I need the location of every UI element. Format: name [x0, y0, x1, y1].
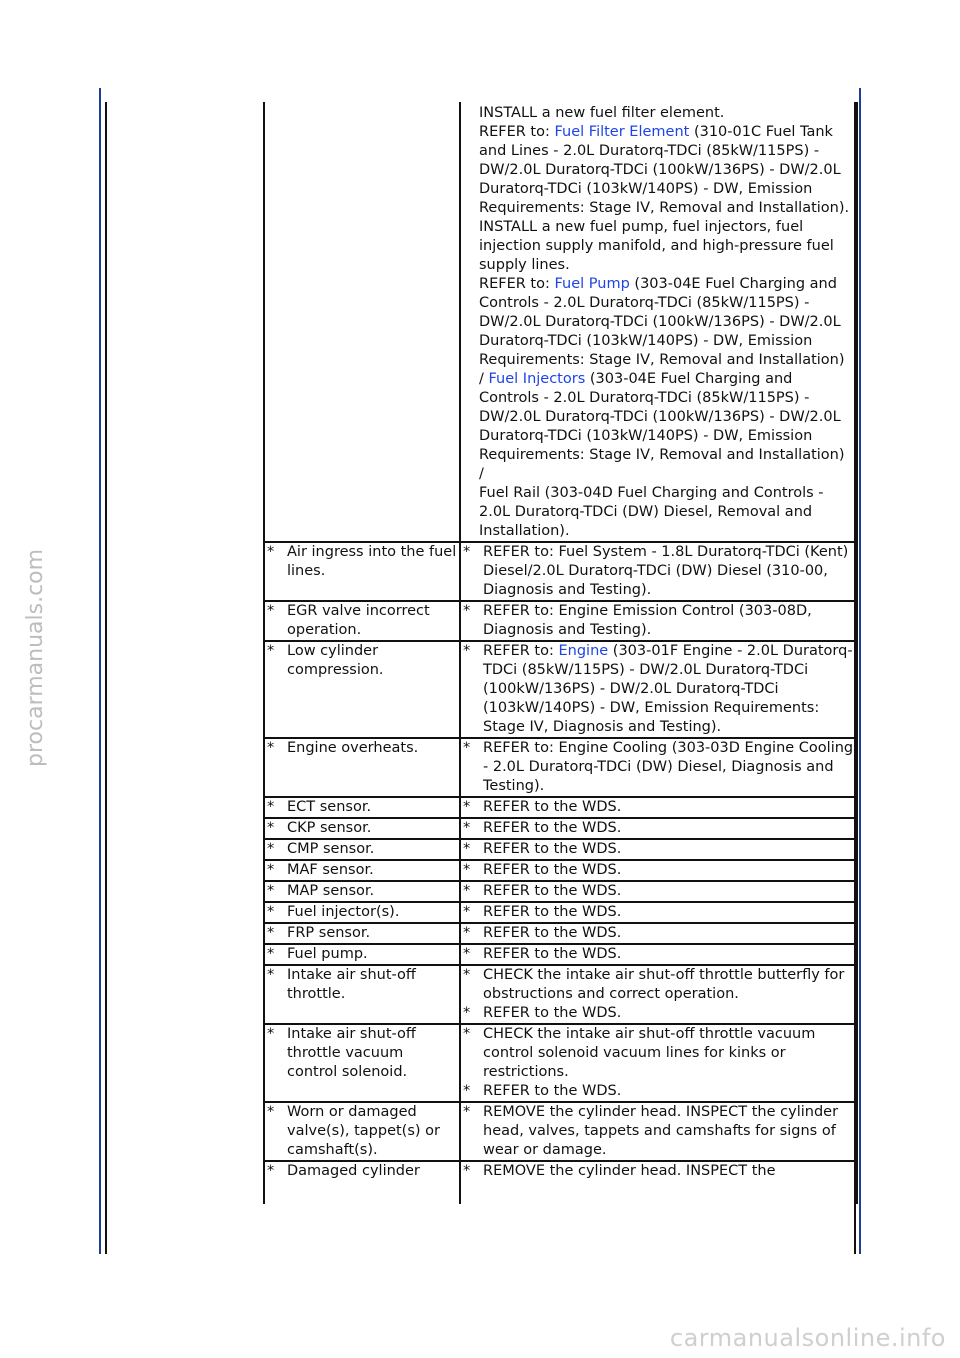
cause-text: Fuel pump.: [287, 946, 368, 962]
action-text: REFER to: Engine Cooling (303-03D Engine Cooling - 2.0L Duratorq-TDCi (DW) Diesel, Diagnosis and Testing).: [483, 740, 854, 794]
refer-prefix: REFER to:: [479, 276, 555, 292]
bullet-star: *: [463, 946, 471, 962]
action-text: REFER to the WDS.: [483, 862, 622, 878]
table-row-fuel-components: [265, 102, 856, 541]
cause-text: Fuel injector(s).: [287, 904, 400, 920]
bullet-star: *: [267, 1104, 275, 1120]
bullet-star: *: [463, 883, 471, 899]
refer-text: [479, 275, 854, 484]
refer-middle: (303-04E Fuel Charging and Controls - 2.0L Duratorq-TDCi (85kW/115PS) - DW/2.0L Duratorq-TDCi (100kW/136PS) - DW/2.0L Duratorq-TDCi (103kW/140PS) - DW, Emission Requirements: Stage IV, Removal and Installation) /: [479, 276, 845, 387]
bullet-star: *: [463, 925, 471, 941]
action-text: REFER to the WDS.: [483, 904, 622, 920]
refer-prefix: REFER to:: [479, 124, 555, 140]
bullet-star: *: [267, 904, 275, 920]
bottom-watermark: carmanualsonline.info: [669, 1324, 946, 1352]
bullet-star: *: [267, 883, 275, 899]
bullet-star: *: [463, 1083, 471, 1099]
right-outer-border: [859, 88, 861, 1254]
table-row: [265, 964, 856, 1023]
action-text: REMOVE the cylinder head. INSPECT the cylinder head, valves, tappets and camshafts for signs of wear or damage.: [483, 1104, 839, 1158]
cause-text: Intake air shut-off throttle vacuum control solenoid.: [287, 1026, 416, 1080]
fuel-injectors-link[interactable]: Fuel Injectors: [488, 371, 586, 387]
action-text: CHECK the intake air shut-off throttle vacuum control solenoid vacuum lines for kinks or restrictions.: [483, 1026, 816, 1080]
cause-cell-empty: [265, 102, 461, 541]
action-text: REFER to the WDS.: [483, 925, 622, 941]
bullet-star: *: [267, 740, 275, 756]
table-row: [265, 737, 856, 796]
refer-suffix: (303-01F Engine - 2.0L Duratorq-TDCi (85kW/115PS) - DW/2.0L Duratorq-TDCi (100kW/136PS) - DW/2.0L Duratorq-TDCi (103kW/140PS) - DW, Emission Requirements: Stage IV, Diagnosis and Testing).: [483, 643, 853, 735]
action-text: REFER to the WDS.: [483, 946, 622, 962]
left-outer-border: [99, 88, 101, 1254]
cause-text: Intake air shut-off throttle.: [287, 967, 416, 1002]
action-cell: [461, 102, 856, 541]
action-text: REFER to the WDS.: [483, 820, 622, 836]
table-row: [265, 922, 856, 943]
bullet-star: *: [463, 904, 471, 920]
bullet-star: *: [267, 967, 275, 983]
bullet-star: *: [463, 603, 471, 619]
bullet-star: *: [267, 544, 275, 560]
engine-link[interactable]: Engine: [558, 643, 609, 659]
table-row: [265, 901, 856, 922]
table-row: [265, 943, 856, 964]
bullet-star: *: [463, 643, 471, 659]
cause-text: Low cylinder compression.: [287, 643, 384, 678]
cause-text: CKP sensor.: [287, 820, 372, 836]
bullet-star: *: [463, 799, 471, 815]
cause-text: FRP sensor.: [287, 925, 371, 941]
bullet-star: *: [267, 820, 275, 836]
bullet-star: *: [463, 740, 471, 756]
table-row: [265, 817, 856, 838]
bullet-star: *: [267, 799, 275, 815]
table-row: [265, 1160, 856, 1204]
table-row: [265, 1023, 856, 1101]
bullet-star: *: [267, 643, 275, 659]
action-text: REFER to the WDS.: [483, 1005, 622, 1021]
table-row: [265, 640, 856, 737]
bullet-star: *: [267, 1163, 275, 1179]
instruction-text: Fuel Rail (303-04D Fuel Charging and Controls - 2.0L Duratorq-TDCi (DW) Diesel, Removal and Installation).: [479, 485, 824, 539]
instruction-text: INSTALL a new fuel filter element.: [479, 105, 725, 121]
cause-text: MAF sensor.: [287, 862, 374, 878]
instruction-text: INSTALL a new fuel pump, fuel injectors, fuel injection supply manifold, and high-pressure fuel supply lines.: [479, 219, 834, 273]
refer-text: [479, 123, 854, 218]
action-text: [483, 642, 854, 737]
bullet-star: *: [267, 603, 275, 619]
bullet-star: *: [463, 841, 471, 857]
action-text: REFER to the WDS.: [483, 883, 622, 899]
table-row: [265, 1101, 856, 1160]
bullet-star: *: [267, 862, 275, 878]
action-text: REFER to: Fuel System - 1.8L Duratorq-TDCi (Kent) Diesel/2.0L Duratorq-TDCi (DW) Diesel (310-00, Diagnosis and Testing).: [483, 544, 849, 598]
action-text: REFER to the WDS.: [483, 841, 622, 857]
action-text: REFER to: Engine Emission Control (303-08D, Diagnosis and Testing).: [483, 603, 812, 638]
action-text: CHECK the intake air shut-off throttle butterfly for obstructions and correct operation.: [483, 967, 845, 1002]
bullet-star: *: [463, 544, 471, 560]
side-watermark: procarmanuals.com: [23, 548, 48, 767]
left-inner-border: [105, 102, 107, 1254]
cause-text: MAP sensor.: [287, 883, 375, 899]
cause-text: Worn or damaged valve(s), tappet(s) or camshaft(s).: [287, 1104, 440, 1158]
bullet-star: *: [463, 1005, 471, 1021]
bullet-star: *: [463, 1104, 471, 1120]
cause-text: CMP sensor.: [287, 841, 375, 857]
refer-prefix: REFER to:: [483, 643, 559, 659]
cause-text: Damaged cylinder: [287, 1163, 420, 1179]
fuel-filter-element-link[interactable]: Fuel Filter Element: [554, 124, 690, 140]
table-row: [265, 796, 856, 817]
action-text: REMOVE the cylinder head. INSPECT the: [483, 1163, 776, 1179]
table-row: [265, 859, 856, 880]
bullet-star: *: [463, 1163, 471, 1179]
cause-text: ECT sensor.: [287, 799, 372, 815]
fuel-pump-link[interactable]: Fuel Pump: [554, 276, 630, 292]
table-row: [265, 541, 856, 600]
bullet-star: *: [267, 946, 275, 962]
action-text: REFER to the WDS.: [483, 1083, 622, 1099]
refer-suffix: (310-01C Fuel Tank and Lines - 2.0L Duratorq-TDCi (85kW/115PS) - DW/2.0L Duratorq-TDCi (100kW/136PS) - DW/2.0L Duratorq-TDCi (103kW/140PS) - DW, Emission Requirements: Stage IV, Removal and Installation).: [479, 124, 850, 216]
cause-text: Engine overheats.: [287, 740, 419, 756]
cause-text: Air ingress into the fuel lines.: [287, 544, 457, 579]
bullet-star: *: [267, 925, 275, 941]
bullet-star: *: [463, 862, 471, 878]
action-text: REFER to the WDS.: [483, 799, 622, 815]
table-row: [265, 600, 856, 640]
bullet-star: *: [463, 820, 471, 836]
refer-suffix: (303-04E Fuel Charging and Controls - 2.0L Duratorq-TDCi (85kW/115PS) - DW/2.0L Duratorq-TDCi (100kW/136PS) - DW/2.0L Duratorq-TDCi (103kW/140PS) - DW, Emission Requirements: Stage IV, Removal and Installation) /: [479, 371, 845, 482]
diagnosis-table: [263, 102, 858, 1204]
bullet-star: *: [267, 1026, 275, 1042]
table-row: [265, 838, 856, 859]
bullet-star: *: [267, 841, 275, 857]
bullet-star: *: [463, 1026, 471, 1042]
bullet-star: *: [463, 967, 471, 983]
table-row: [265, 880, 856, 901]
cause-text: EGR valve incorrect operation.: [287, 603, 430, 638]
